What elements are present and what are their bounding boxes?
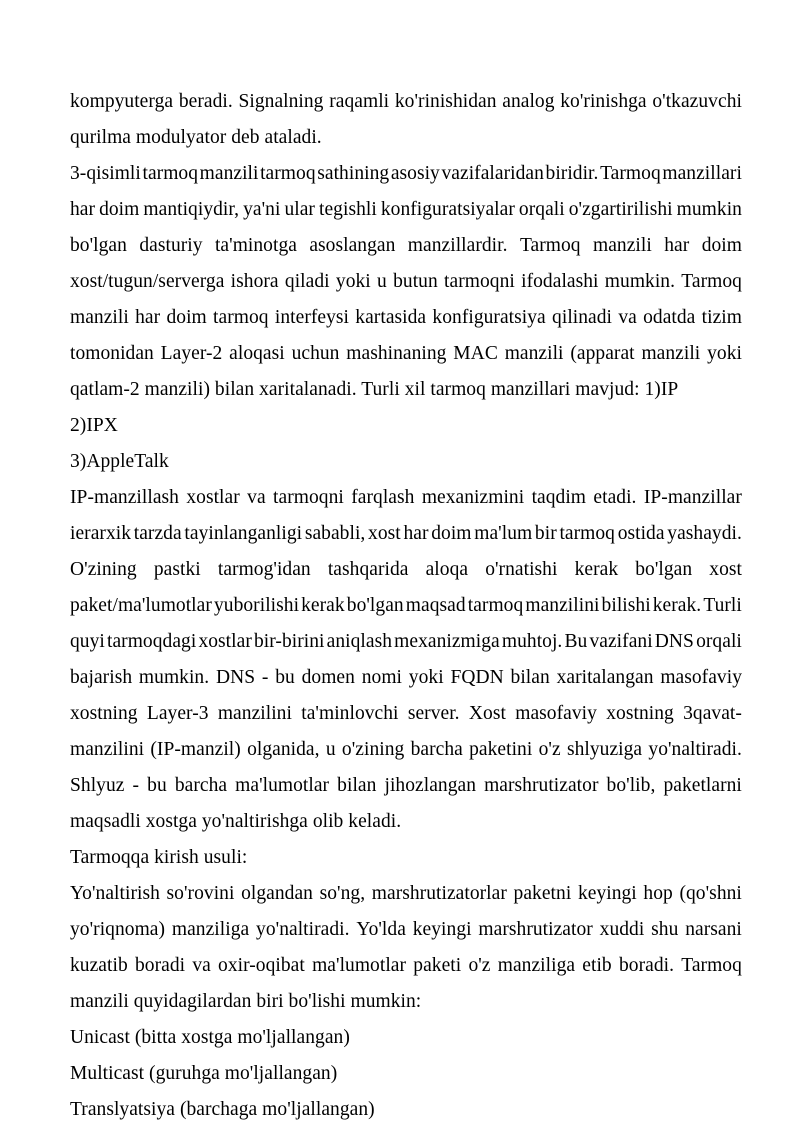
text-word: bir (534, 523, 557, 544)
text-word: bo'lgan (635, 559, 693, 580)
text-word: (apparat (570, 343, 635, 364)
text-word: ma'lumotlar (235, 775, 330, 796)
text-word: xaritalangan (556, 667, 654, 688)
text-word: manzili (70, 307, 129, 328)
text-word: butun (393, 271, 438, 292)
text-word: bo'lib, (606, 775, 656, 796)
text-word: boradi (134, 955, 186, 976)
text-word: bo'lgan (70, 235, 127, 256)
text-word: manzilini (525, 595, 600, 616)
document-text-body (70, 84, 742, 1128)
text-word: manzillari (662, 163, 742, 184)
text-word: dasturiy (139, 235, 203, 256)
text-word: bilishi (601, 595, 651, 616)
text-word: aniqlash (326, 631, 393, 652)
text-word: har (135, 307, 161, 328)
text-word: xost (368, 523, 401, 544)
text-word: ko'rinishga (560, 91, 647, 112)
text-word: o'rnatishi (485, 559, 558, 580)
text-word: Shlyuz (70, 775, 125, 796)
text-word: biridir. (545, 163, 599, 184)
text-word: Tarmoq (600, 163, 661, 184)
text-word: doim (701, 235, 742, 256)
text-word: tarmoqdagi (107, 631, 197, 652)
text-line (70, 480, 742, 516)
text-word: MAC (453, 343, 498, 364)
text-line (70, 516, 742, 552)
text-word: etadi. (593, 487, 637, 508)
text-word: ostida (617, 523, 665, 544)
text-word: konfiguratsiyalar (380, 199, 515, 220)
text-word: yoki (408, 667, 444, 688)
text-word: domen (301, 667, 355, 688)
text-word: mexanizmini (421, 487, 525, 508)
text-word: mumkin. (604, 271, 676, 292)
text-word: O'zining (70, 559, 137, 580)
text-word: jihozlangan (384, 775, 477, 796)
text-word: yoki (335, 271, 371, 292)
text-word: Xost (468, 703, 506, 724)
text-line (70, 912, 742, 948)
text-word: va (247, 487, 266, 508)
text-line (70, 948, 742, 984)
text-word: Bu (564, 631, 588, 652)
text-word: o'zgartirilishi (568, 199, 673, 220)
text-word: u (377, 271, 387, 292)
text-word: so'ng, (319, 883, 366, 904)
text-word: qilinadi (552, 307, 613, 328)
text-word: manzilini (70, 739, 145, 760)
text-word: yo'riqnoma) (70, 919, 166, 940)
text-line (70, 336, 742, 372)
text-word: mantiqiydir, (143, 199, 240, 220)
text-word: tarmoqni (444, 271, 515, 292)
text-word: tarzda (133, 523, 182, 544)
text-word: Tarmoq (681, 271, 742, 292)
text-word: maqsad (405, 595, 466, 616)
text-line: qatlam-2 manzili) bilan xaritalanadi. Turli xil tarmoq manzillari mavjud: 1)IP (70, 379, 679, 400)
text-word: xuddi (599, 919, 645, 940)
text-word: so'rovini (166, 883, 235, 904)
text-word: Tarmoq (681, 955, 742, 976)
text-line: 3)AppleTalk (70, 451, 169, 472)
text-line: manzili quyidagilardan biri bo'lishi mumkin: (70, 991, 422, 1012)
text-word: beradi. (178, 91, 233, 112)
text-word: ma'lumotlar (312, 955, 407, 976)
text-word: server. (407, 703, 460, 724)
text-word: yuborilishi (213, 595, 300, 616)
text-word: pastki (153, 559, 201, 580)
text-word: ta'minotga (214, 235, 297, 256)
text-word: vazifani (589, 631, 653, 652)
text-line: Multicast (guruhga mo'ljallangan) (70, 1063, 338, 1084)
text-word: har (70, 199, 96, 220)
text-word: barcha (410, 739, 463, 760)
text-word: etib (582, 955, 612, 976)
text-word: keyingi (577, 883, 637, 904)
text-word: doim (99, 199, 140, 220)
text-word: - (132, 775, 140, 796)
text-word: bu (147, 775, 167, 796)
text-word: asoslangan (309, 235, 396, 256)
text-word: har (664, 235, 690, 256)
text-word: DNS (654, 631, 694, 652)
text-word: paket/ma'lumotlar (70, 595, 212, 616)
text-word: tizim (701, 307, 742, 328)
text-line (70, 696, 742, 732)
text-word: mumkin. (138, 667, 210, 688)
text-word: bilan (510, 667, 550, 688)
text-word: interfeysi (274, 307, 350, 328)
text-word: mashinaning (346, 343, 447, 364)
text-word: o'tkazuvchi (652, 91, 742, 112)
text-word: manzillardir. (407, 235, 508, 256)
text-word: manziliga (497, 955, 576, 976)
text-word: olganida, (247, 739, 320, 760)
text-word: kerak. (652, 595, 702, 616)
text-word: IP-manzillash (70, 487, 179, 508)
text-word: 3-qisimli (70, 163, 141, 184)
text-word: tarmoq (213, 307, 269, 328)
text-word: Yo'lda (356, 919, 406, 940)
text-line: Unicast (bitta xostga mo'ljallangan) (70, 1027, 350, 1048)
text-word: tarmoq (559, 523, 615, 544)
text-word: aloqasi (229, 343, 285, 364)
text-word: vazifalaridan (441, 163, 544, 184)
text-word: (qo'shni (679, 883, 742, 904)
text-line: Translyatsiya (barchaga mo'ljallangan) (70, 1099, 375, 1120)
text-word: olgandan (241, 883, 313, 904)
text-word: narsani (685, 919, 742, 940)
text-word: - (261, 667, 269, 688)
text-word: quyi (70, 631, 105, 652)
text-word: masofaviy (515, 703, 597, 724)
text-word: va (192, 955, 211, 976)
text-word: masofaviy (660, 667, 742, 688)
text-word: manziliga (171, 919, 250, 940)
text-word: uchun (291, 343, 340, 364)
text-word: Layer-2 (160, 343, 223, 364)
text-line (70, 84, 742, 120)
text-word: tashqarida (327, 559, 409, 580)
text-word: har (403, 523, 429, 544)
text-word: va (618, 307, 637, 328)
text-line (70, 660, 742, 696)
text-word: kerak (301, 595, 345, 616)
text-word: manzilini (217, 703, 292, 724)
text-word: orqali (696, 631, 742, 652)
text-word: doim (166, 307, 207, 328)
text-line (70, 588, 742, 624)
text-line: 2)IPX (70, 415, 118, 436)
text-word: paketini (469, 739, 533, 760)
text-word: bu (275, 667, 295, 688)
text-word: sathining (317, 163, 390, 184)
text-word: o'z (468, 955, 491, 976)
text-line (70, 624, 742, 660)
text-word: mexanizmiga (394, 631, 500, 652)
text-word: bajarish (70, 667, 133, 688)
text-word: asosiy (390, 163, 440, 184)
text-word: tegishli (319, 199, 377, 220)
text-line (70, 300, 742, 336)
text-word: u (325, 739, 336, 760)
text-line: maqsadli xostga yo'naltirishga olib keladi. (70, 811, 402, 832)
text-word: paketni (513, 883, 572, 904)
text-line (70, 156, 742, 192)
text-line: qurilma modulyator deb ataladi. (70, 127, 322, 148)
text-word: tarmoqni (273, 487, 344, 508)
text-word: tarmog'idan (217, 559, 311, 580)
text-word: boradi. (618, 955, 675, 976)
text-line (70, 228, 742, 264)
text-line (70, 192, 742, 228)
text-word: Turli (703, 595, 742, 616)
text-word: marshrutizator (484, 775, 599, 796)
text-word: shlyuziga (566, 739, 643, 760)
text-word: ya'ni (243, 199, 281, 220)
text-word: IP-manzillar (643, 487, 742, 508)
text-line (70, 768, 742, 804)
text-word: kuzatib (70, 955, 128, 976)
text-word: ifodalashi (521, 271, 599, 292)
text-word: raqamli (329, 91, 390, 112)
text-word: analog (502, 91, 555, 112)
text-word: paketi (413, 955, 462, 976)
text-word: yo'naltiradi. (256, 919, 350, 940)
text-word: FQDN (450, 667, 504, 688)
text-word: marshrutizatorlar (371, 883, 507, 904)
text-word: mumkin (676, 199, 742, 220)
text-word: ta'minlovchi (301, 703, 399, 724)
text-word: manzili (593, 235, 652, 256)
text-word: barcha (174, 775, 228, 796)
text-word: DNS (215, 667, 256, 688)
text-word: xostning (70, 703, 138, 724)
text-word: konfiguratsiya (432, 307, 546, 328)
text-word: yo'naltiradi. (648, 739, 742, 760)
text-word: paketlarni (663, 775, 742, 796)
text-word: marshrutizator (478, 919, 593, 940)
text-word: ishora (230, 271, 279, 292)
text-word: muhtoj. (501, 631, 563, 652)
text-word: ko'rinishidan (394, 91, 497, 112)
text-word: xost (709, 559, 742, 580)
text-word: manzili (641, 343, 701, 364)
text-word: (IP-manzil) (150, 739, 241, 760)
text-line (70, 732, 742, 768)
text-word: kerak (574, 559, 619, 580)
text-word: o'z (538, 739, 561, 760)
text-word: ma'lum (474, 523, 533, 544)
text-word: doim (431, 523, 472, 544)
text-word: xost/tugun/serverga (70, 271, 225, 292)
text-word: yashaydi. (667, 523, 742, 544)
text-word: Tarmoq (519, 235, 581, 256)
text-word: manzili (199, 163, 259, 184)
text-word: xostning (606, 703, 674, 724)
text-word: Yo'naltirish (70, 883, 160, 904)
text-word: o'zining (341, 739, 405, 760)
text-word: nomi (361, 667, 403, 688)
text-word: tayinlanganligi (184, 523, 303, 544)
text-word: xostlar (198, 631, 252, 652)
text-word: qiladi (284, 271, 330, 292)
text-word: tarmoq (142, 163, 199, 184)
text-line (70, 552, 742, 588)
text-word: 3qavat- (683, 703, 742, 724)
text-word: odatda (643, 307, 696, 328)
text-word: tarmoq (467, 595, 524, 616)
text-word: tomonidan (70, 343, 154, 364)
text-word: tarmoq (260, 163, 316, 184)
text-word: hop (643, 883, 673, 904)
text-word: shu (651, 919, 679, 940)
text-word: farqlash (351, 487, 415, 508)
text-word: manzili (504, 343, 564, 364)
text-line (70, 876, 742, 912)
text-word: ular (284, 199, 315, 220)
text-line (70, 264, 742, 300)
text-word: orqali (518, 199, 565, 220)
text-word: xostlar (186, 487, 240, 508)
text-word: kartasida (355, 307, 427, 328)
text-word: keyingi (412, 919, 472, 940)
text-word: kompyuterga (70, 91, 174, 112)
text-word: taqdim (531, 487, 587, 508)
text-word: ierarxik (70, 523, 132, 544)
text-word: yoki (707, 343, 742, 364)
text-line: Tarmoqqa kirish usuli: (70, 847, 248, 868)
text-word: bilan (337, 775, 377, 796)
text-word: oxir-oqibat (218, 955, 305, 976)
text-word: aloqa (425, 559, 469, 580)
text-word: bo'lgan (346, 595, 404, 616)
text-word: sababli, (304, 523, 366, 544)
text-word: Signalning (238, 91, 324, 112)
text-word: Layer-3 (146, 703, 209, 724)
text-word: bir-birini (254, 631, 325, 652)
